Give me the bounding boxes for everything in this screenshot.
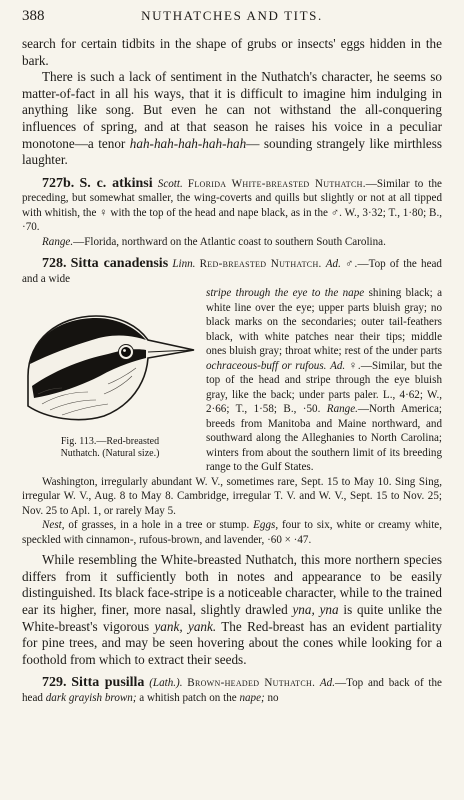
entry-number: 727b. xyxy=(42,175,75,191)
entry-727b xyxy=(22,177,442,235)
paragraph-sentiment: There is such a lack of sentiment in the Nuthatch's character, he seems so matter-of-fact in all his ways, that it is difficult to imagine him indulging in anything like song. But even he can not withstand the all-conquering influences of spring, and at that season he raises his voice in a peculiar monotone—a tenor hah-hah-hah-hah-hah— sounding strangely like mirthless laughter. xyxy=(22,69,443,168)
common-name: Brown-headed Nuthatch. xyxy=(187,677,316,690)
common-name: Red-breasted Nuthatch. xyxy=(199,258,322,271)
running-title: NUTHATCHES AND TITS. xyxy=(141,8,323,23)
entry-728-description: stripe through the eye to the nape shining black; a white line over the eye; upper parts bluish gray; no black marks on the secondaries; outer tail-feathers black, with white patches near their tips; middle ones bluish gray; throat white; rest of the under parts ochraceous-buff or rufous. Ad. ♀.—Similar, but the top of the head and stripe through the eye bluish gray, like the back; under parts paler. L., 4·62; W., 2·66; T., 1·58; B., ·50. Range.—North America; breeds from Manitoba and Maine northward, and southward along the Alleghanies to North Carolina; winters from about the southern limit of its breeding range to the Gulf States. xyxy=(206,287,442,474)
species-name: Sitta canadensis xyxy=(70,256,169,272)
entry-number: 728. xyxy=(42,256,67,272)
figure-caption: Fig. 113.—Red-breasted Nuthatch. (Natural size.) xyxy=(60,436,160,460)
paragraph-bark: search for certain tidbits in the shape of grubs or insects' eggs hidden in the bark. xyxy=(22,36,442,68)
figure-113 xyxy=(22,288,198,460)
entry-728: 728. Sitta canadensis Linn. Red-breasted Nuthatch. Ad. ♂.—Top of the head and a wide xyxy=(22,256,442,285)
common-name: Florida White-breasted Nuthatch. xyxy=(187,177,366,190)
range-727b: Range.—Florida, northward on the Atlantic coast to southern South Carolina. xyxy=(42,235,386,248)
species-authority: (Lath.). xyxy=(149,677,183,690)
local-records: Washington, irregularly abundant W. V., sometimes rare, Sept. 15 to May 10. Sing Sing, irregular W. V., Aug. 8 to May 8. Cambridge, irregular T. V. and W. V., Sept. 15 to Nov. 25; Nov. 25 to Apl. 1, or rarely May 5. xyxy=(22,475,442,517)
species-name: Sitta pusilla xyxy=(71,675,145,691)
nest-eggs: Nest, of grasses, in a hole in a tree or stump. Eggs, four to six, white or creamy white, speckled with cinnamon-, rufous-brown, and lavender, ·60 × ·47. xyxy=(22,519,443,546)
page-number: 388 xyxy=(22,8,45,24)
species-description: —Similar to the preceding, but somewhat smaller, the wing-coverts and quills but slightly or not at all tipped with whitish, the ♀ with the top of the head and nape black, as in the ♂. W., 3·32; T., 1·80; B., ·70. xyxy=(22,177,442,234)
page-header xyxy=(22,8,442,30)
species-name: S. c. atkinsi xyxy=(79,175,153,191)
entry-number: 729. xyxy=(42,675,67,691)
species-authority: Scott. xyxy=(157,177,183,190)
nuthatch-head-illustration xyxy=(22,288,198,434)
entry-729: 729. Sitta pusilla (Lath.). Brown-headed Nuthatch. Ad.—Top and back of the head dark grayish brown; a whitish patch on the nape; no xyxy=(22,675,442,704)
species-authority: Linn. xyxy=(172,258,196,271)
paragraph-red-breast: While resembling the White-breasted Nuthatch, this more northern species differs from it sufficiently both in notes and appearance to be easily distinguished. Its black face-stripe is a noticeable character, while to the trained ear its higher, finer, more nasal, slightly drawled yna, yna is quite unlike the White-breast's vigorous yank, yank. The Red-breast has an evident partiality for pine trees, and may be seen hovering about the cones while looking for a foothold from which to extract their seeds. xyxy=(22,552,442,667)
